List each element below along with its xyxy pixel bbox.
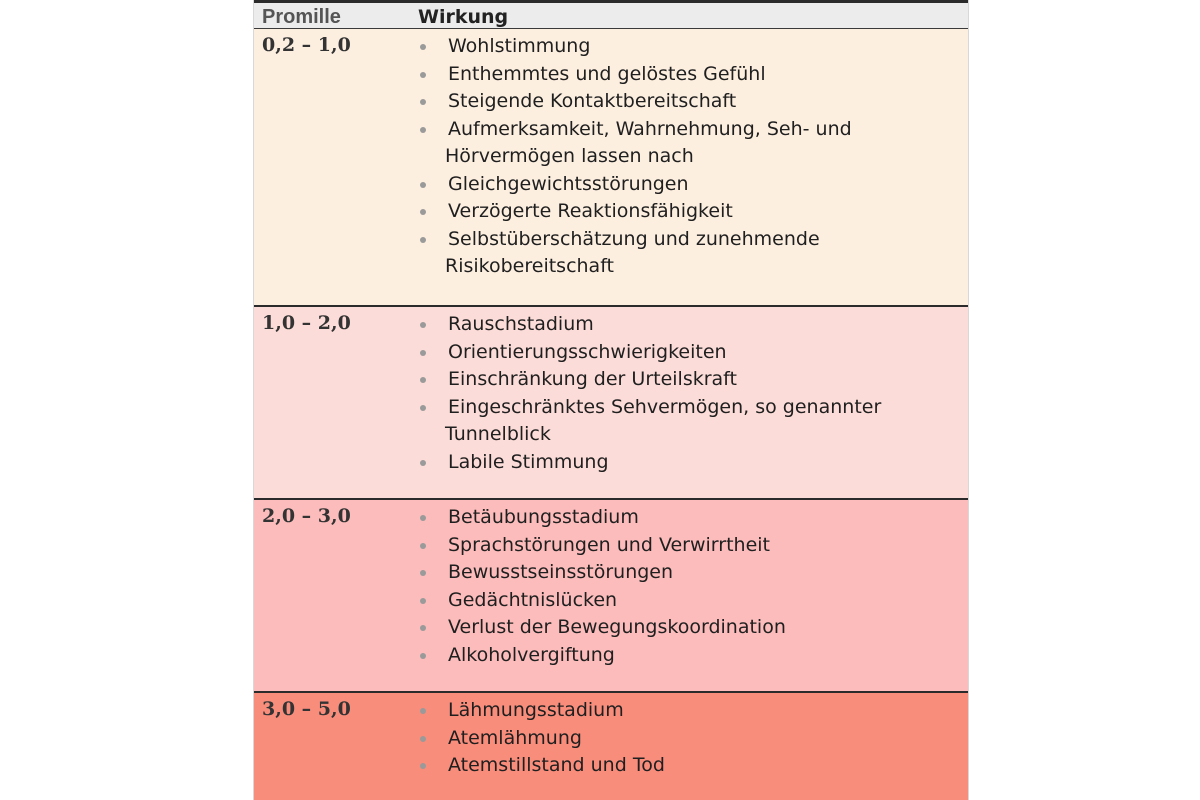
list-item xyxy=(418,559,958,587)
table-row xyxy=(254,29,968,307)
effects-list xyxy=(418,311,958,476)
effect-text: Aufmerksamkeit, Wahrnehmung, Seh- und xyxy=(448,117,852,140)
bullet-icon xyxy=(420,598,426,604)
bullet-icon xyxy=(420,209,426,215)
list-item xyxy=(418,61,958,89)
bullet-icon xyxy=(420,127,426,133)
list-item xyxy=(418,752,958,780)
list-item xyxy=(418,697,958,725)
effect-text-continued: Tunnelblick xyxy=(445,423,551,445)
table-header xyxy=(254,0,968,29)
bullet-icon xyxy=(420,625,426,631)
promille-range: 0,2 – 1,0 xyxy=(262,34,351,56)
effect-text: Bewusstseinsstörungen xyxy=(448,561,674,583)
list-item xyxy=(418,171,958,199)
table-row xyxy=(254,693,968,800)
bullet-icon xyxy=(420,377,426,383)
bullet-icon xyxy=(420,322,426,328)
bullet-icon xyxy=(420,44,426,50)
bullet-icon xyxy=(420,237,426,243)
effect-text: Gleichgewichtsstörungen xyxy=(448,172,689,195)
list-item xyxy=(418,504,958,532)
list-item xyxy=(418,642,958,670)
list-item xyxy=(418,311,958,339)
effect-text: Atemlähmung xyxy=(448,726,582,749)
table-row xyxy=(254,307,968,500)
bullet-icon xyxy=(420,515,426,521)
list-item xyxy=(418,449,958,477)
bullet-icon xyxy=(420,570,426,576)
effect-text: Steigende Kontaktbereitschaft xyxy=(448,90,737,112)
effect-text: Orientierungsschwierigkeiten xyxy=(448,340,727,363)
bullet-icon xyxy=(420,72,426,78)
bullet-icon xyxy=(420,99,426,105)
effect-text: Sprachstörungen und Verwirrtheit xyxy=(448,533,770,556)
list-item xyxy=(418,725,958,753)
bullet-icon xyxy=(420,736,426,742)
effect-text: Selbstüberschätzung und zunehmende xyxy=(448,227,820,250)
effect-text: Enthemmtes und gelöstes Gefühl xyxy=(448,62,766,85)
table-row xyxy=(254,500,968,693)
effect-text: Atemstillstand und Tod xyxy=(448,754,665,776)
list-item xyxy=(418,614,958,642)
effect-text: Betäubungsstadium xyxy=(448,506,639,528)
effects-list xyxy=(418,697,958,780)
header-promille: Promille xyxy=(262,6,341,28)
bullet-icon xyxy=(420,182,426,188)
promille-range: 2,0 – 3,0 xyxy=(262,505,351,527)
list-item xyxy=(418,116,958,171)
list-item xyxy=(418,366,958,394)
promille-range: 1,0 – 2,0 xyxy=(262,312,351,334)
effect-text: Verzögerte Reaktionsfähigkeit xyxy=(448,200,733,222)
list-item xyxy=(418,587,958,615)
list-item xyxy=(418,198,958,226)
effect-text-continued: Hörvermögen lassen nach xyxy=(445,145,694,167)
bullet-icon xyxy=(420,460,426,466)
alcohol-effects-table xyxy=(253,0,969,800)
bullet-icon xyxy=(420,763,426,769)
bullet-icon xyxy=(420,708,426,714)
list-item xyxy=(418,532,958,560)
effect-text: Verlust der Bewegungskoordination xyxy=(448,616,786,638)
promille-range: 3,0 – 5,0 xyxy=(262,698,351,720)
effect-text: Alkoholvergiftung xyxy=(448,643,615,666)
bullet-icon xyxy=(420,543,426,549)
header-wirkung: Wirkung xyxy=(418,6,509,28)
effect-text: Einschränkung der Urteilskraft xyxy=(448,368,737,390)
list-item xyxy=(418,226,958,281)
effect-text-continued: Risikobereitschaft xyxy=(445,255,615,277)
effects-list xyxy=(418,504,958,669)
effects-list xyxy=(418,33,958,281)
effect-text: Labile Stimmung xyxy=(448,450,609,473)
effect-text: Eingeschränktes Sehvermögen, so genannter xyxy=(448,395,882,418)
list-item xyxy=(418,339,958,367)
list-item xyxy=(418,394,958,449)
bullet-icon xyxy=(420,405,426,411)
list-item xyxy=(418,88,958,116)
effect-text: Gedächtnislücken xyxy=(448,588,618,611)
bullet-icon xyxy=(420,653,426,659)
effect-text: Rauschstadium xyxy=(448,313,594,335)
list-item xyxy=(418,33,958,61)
effect-text: Lähmungsstadium xyxy=(448,699,624,721)
effect-text: Wohlstimmung xyxy=(448,35,591,57)
bullet-icon xyxy=(420,350,426,356)
